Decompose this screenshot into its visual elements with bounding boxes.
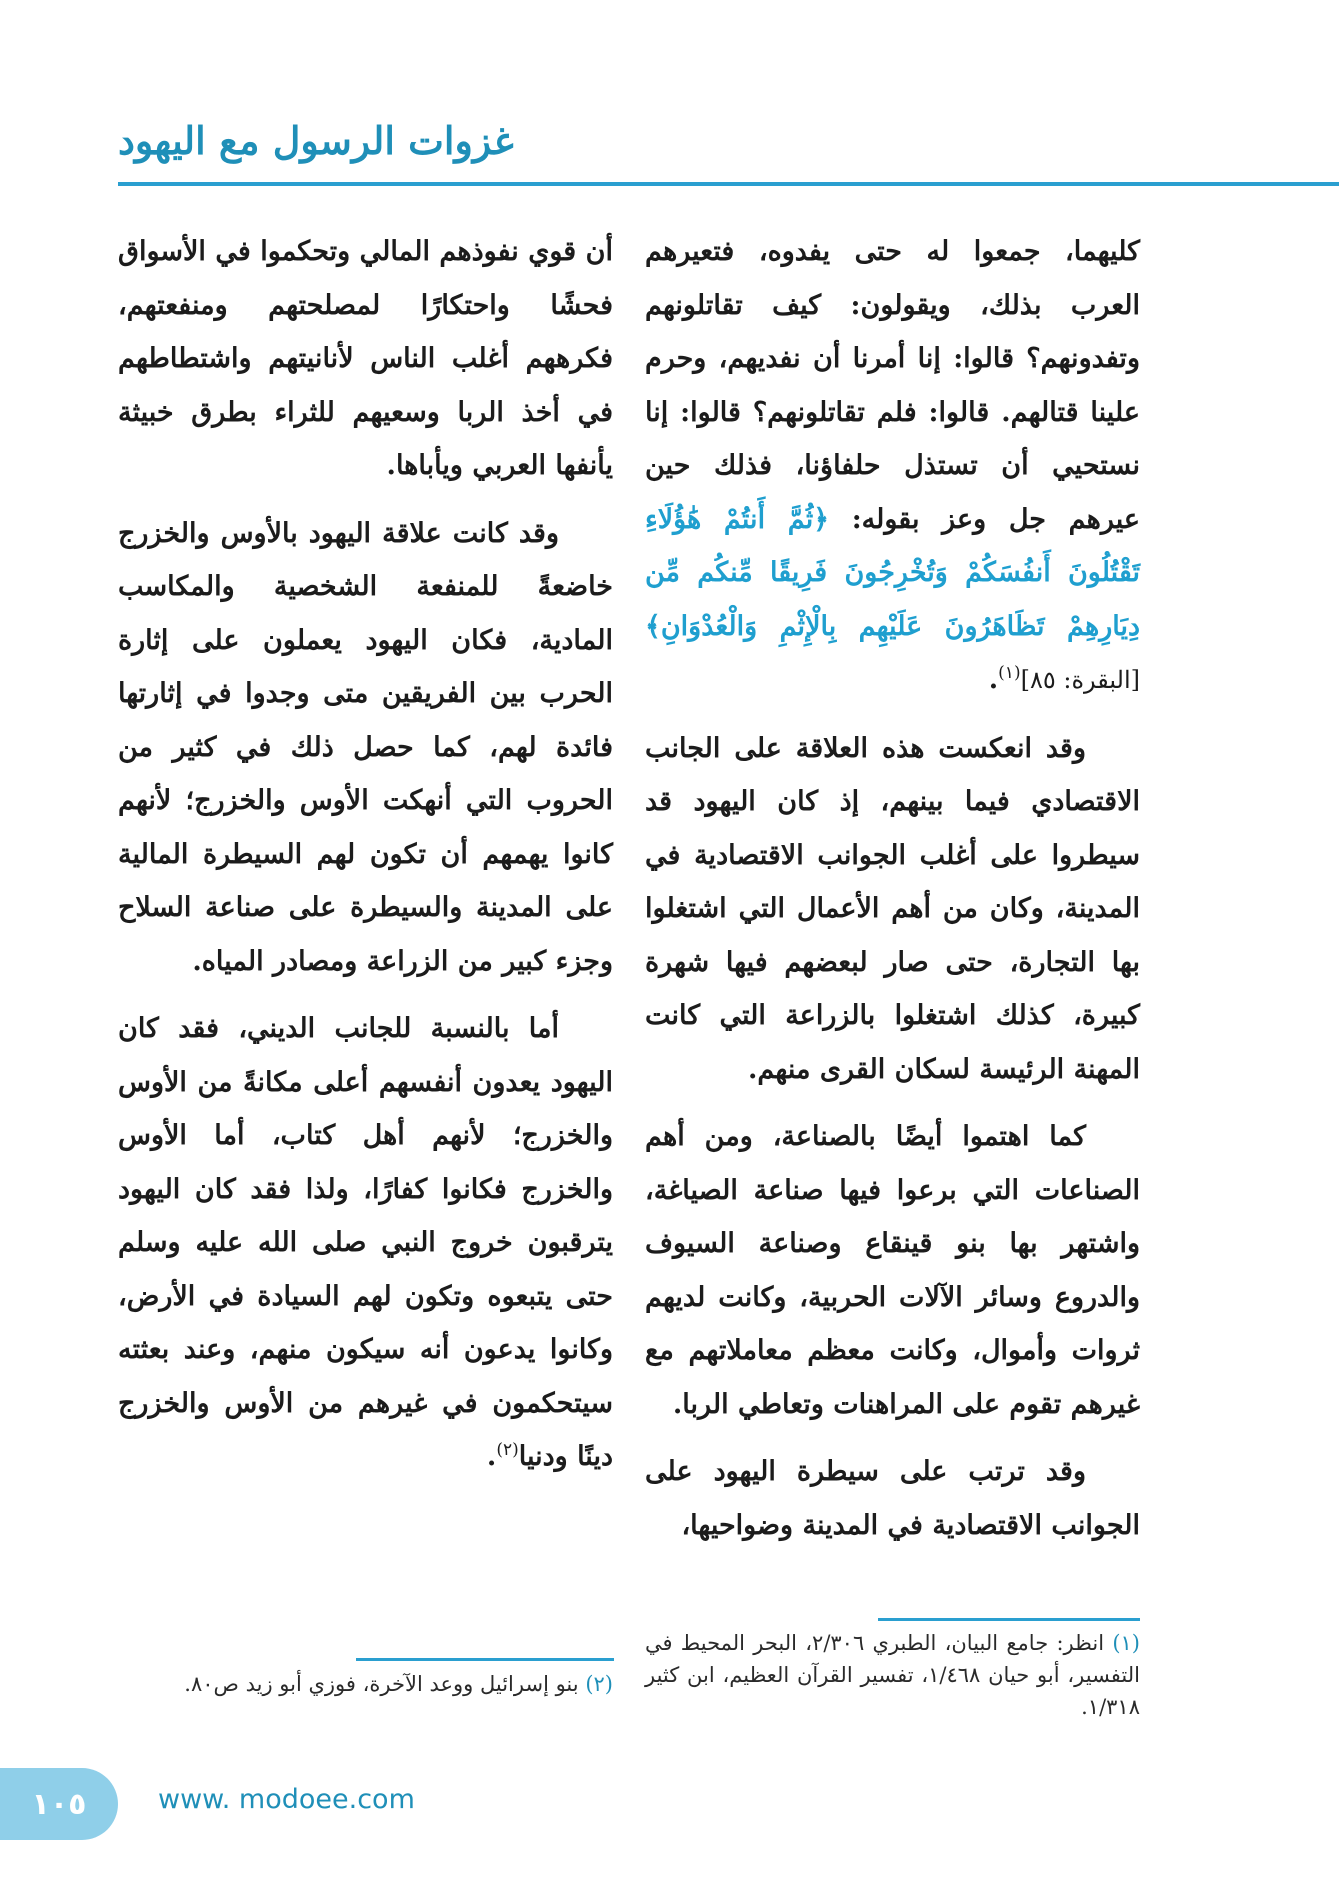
footnote-number: (١) — [1112, 1631, 1140, 1655]
left-column — [118, 225, 613, 1498]
paragraph: أن قوي نفوذهم المالي وتحكموا في الأسواق فحشًا واحتكارًا لمصلحتهم ومنفعتهم، فكرههم أغلب الناس لأنانيتهم واشتطاطهم في أخذ الربا وسعيهم للثراء بطرق خبيثة يأنفها العربي ويأباها. — [118, 236, 613, 481]
paragraph — [645, 225, 1140, 708]
running-header-title: غزوات الرسول مع اليهود — [118, 118, 514, 163]
footnote-rule — [356, 1658, 614, 1661]
paragraph: وقد ترتب على سيطرة اليهود على الجوانب الاقتصادية في المدينة وضواحيها، — [645, 1456, 1140, 1541]
footnote-text: بنو إسرائيل ووعد الآخرة، فوزي أبو زيد ص٨٠. — [184, 1672, 579, 1696]
header-rule — [118, 182, 1339, 186]
footnote-1 — [645, 1627, 1140, 1723]
footnote-marker[interactable]: (١) — [998, 663, 1021, 683]
verse-reference: [البقرة: ٨٥] — [1020, 666, 1140, 694]
paragraph: وقد كانت علاقة اليهود بالأوس والخزرج خاضعةً للمنفعة الشخصية والمكاسب المادية، فكان اليهود يعملون على إثارة الحرب بين الفريقين متى وجدوا في إثارتها فائدة لهم، كما حصل ذلك في كثير من الحروب التي أنهكت الأوس والخزرج؛ لأنهم كانوا يهمهم أن تكون لهم السيطرة المالية على المدينة والسيطرة على صناعة السلاح وجزء كبير من الزراعة ومصادر المياه. — [118, 517, 613, 977]
paragraph-text: كليهما، جمعوا له حتى يفدوه، فتعيرهم العرب بذلك، ويقولون: كيف تقاتلونهم وتفدونهم؟ قالوا: إنا أمرنا أن نفديهم، وحرم علينا قتالهم. قالوا: فلم تقاتلونهم؟ قالوا: إنا نستحيي أن تستذل حلفاؤنا، فذلك حين عيرهم جل وعز بقوله: — [645, 236, 1140, 535]
paragraph-text: أما بالنسبة للجانب الديني، فقد كان اليهود يعدون أنفسهم أعلى مكانةً من الأوس والخزرج؛ لأنهم أهل كتاب، أما الأوس والخزرج فكانوا كفارًا، ولذا فقد كان اليهود يترقبون خروج النبي صلى الله عليه وسلم حتى يتبعوه وتكون لهم السيادة في الأرض، وكانوا يدعون أنه سيكون منهم، وعند بعثته سيتحكمون في غيرهم من الأوس والخزرج دينًا ودنيا — [118, 1013, 613, 1472]
quran-verse: ﴿ثُمَّ أَنتُمْ هَٰؤُلَاءِ تَقْتُلُونَ أَنفُسَكُمْ وَتُخْرِجُونَ فَرِيقًا مِّنكُم مِّن دِيَارِهِمْ تَظَاهَرُونَ عَلَيْهِم بِالْإِثْمِ وَالْعُدْوَانِ﴾ — [645, 503, 1140, 642]
website-link[interactable]: www. modoee.com — [158, 1784, 415, 1815]
footnote-rule — [878, 1618, 1140, 1621]
right-column — [645, 225, 1140, 1566]
paragraph: وقد انعكست هذه العلاقة على الجانب الاقتصادي فيما بينهم، إذ كان اليهود قد سيطروا على أغلب الجوانب الاقتصادية في المدينة، وكان من أهم الأعمال التي اشتغلوا بها التجارة، حتى صار لبعضهم فيها شهرة كبيرة، كذلك اشتغلوا بالزراعة التي كانت المهنة الرئيسة لسكان القرى منهم. — [645, 732, 1140, 1085]
footnote-number: (٢) — [585, 1672, 613, 1696]
footnote-text: انظر: جامع البيان، الطبري ٢/٣٠٦، البحر المحيط في التفسير، أبو حيان ١/٤٦٨، تفسير القرآن العظيم، ابن كثير ١/٣١٨. — [645, 1631, 1140, 1719]
paragraph-end: . — [988, 664, 999, 695]
paragraph — [118, 1002, 613, 1484]
paragraph: كما اهتموا أيضًا بالصناعة، ومن أهم الصناعات التي برعوا فيها صناعة الصياغة، واشتهر بها بنو قينقاع وصناعة السيوف والدروع وسائر الآلات الحربية، وكانت لديهم ثروات وأموال، وكانت معظم معاملاتهم مع غيرهم تقوم على المراهنات وتعاطي الربا. — [645, 1121, 1140, 1420]
footnote-2 — [118, 1668, 613, 1700]
paragraph-end: . — [486, 1441, 497, 1472]
footnote-marker[interactable]: (٢) — [496, 1440, 519, 1460]
page-number: ١٠٥ — [31, 1786, 87, 1822]
page-number-badge — [0, 1768, 118, 1840]
